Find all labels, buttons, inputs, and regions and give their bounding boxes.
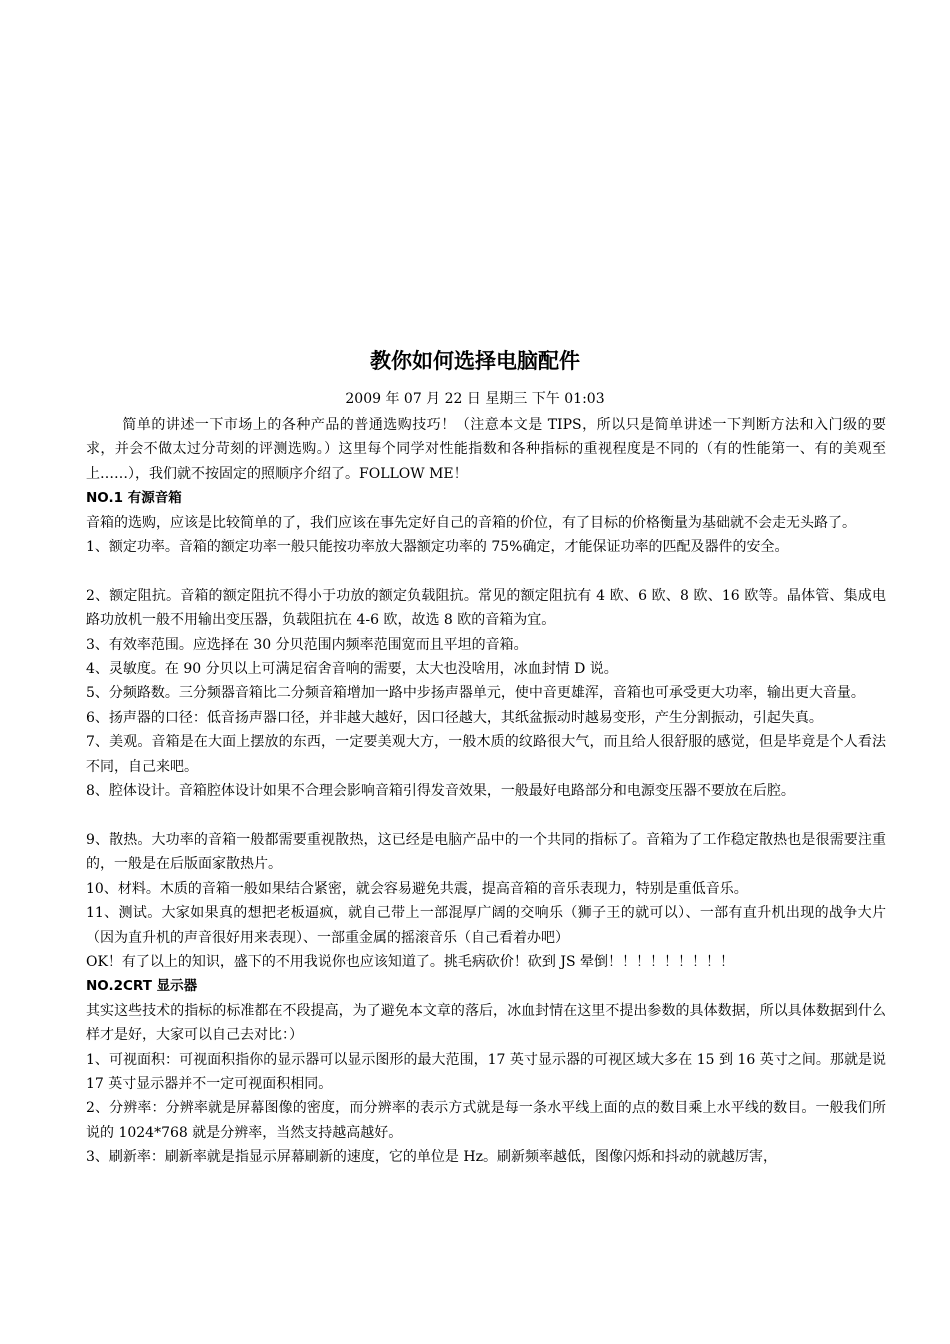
document-body bbox=[86, 413, 886, 1170]
section-heading-speakers: NO.1 有源音箱 bbox=[86, 490, 182, 507]
list-item: 4、灵敏度。在 90 分贝以上可满足宿舍音响的需要，太大也没啥用，冰血封情 D 说。 bbox=[86, 661, 618, 678]
intro-paragraph: 简单的讲述一下市场上的各种产品的普通选购技巧！（注意本文是 TIPS，所以只是简单讲述一下判断方法和入门级的要求，并会不做太过分苛刻的评测选购。）这里每个同学对性能指数和各种指标的重视程度是不同的（有的性能第一、有的美观至上……），我们就不按固定的照顺序介绍了。FOLLOW ME！ bbox=[86, 417, 886, 482]
list-item: 10、材料。木质的音箱一般如果结合紧密，就会容易避免共震，提高音箱的音乐表现力，特别是重低音乐。 bbox=[86, 880, 748, 897]
list-item: 1、额定功率。音箱的额定功率一般只能按功率放大器额定功率的 75%确定，才能保证功率的匹配及器件的安全。 bbox=[86, 539, 789, 556]
list-item: 3、刷新率：刷新率就是指显示屏幕刷新的速度，它的单位是 Hz。刷新频率越低，图像闪烁和抖动的就越厉害， bbox=[86, 1149, 777, 1166]
list-item: 1、可视面积：可视面积指你的显示器可以显示图形的最大范围，17 英寸显示器的可视区域大多在 15 到 16 英寸之间。那就是说 17 英寸显示器并不一定可视面积相同。 bbox=[86, 1051, 886, 1092]
list-item: 11、测试。大家如果真的想把老板逼疯，就自己带上一部混厚广阔的交响乐（狮子王的就可以）、一部有直升机出现的战争大片（因为直升机的声音很好用来表现）、一部重金属的摇滚音乐（自己看着办吧） bbox=[86, 905, 886, 946]
list-item: 8、腔体设计。音箱腔体设计如果不合理会影响音箱引得发音效果，一般最好电路部分和电源变压器不要放在后腔。 bbox=[86, 783, 795, 800]
blank-line bbox=[86, 559, 886, 583]
document-date: 2009 年 07 月 22 日 星期三 下午 01:03 bbox=[345, 391, 605, 407]
list-item: 9、散热。大功率的音箱一般都需要重视散热，这已经是电脑产品中的一个共同的指标了。音箱为了工作稳定散热也是很需要注重的，一般是在后版面家散热片。 bbox=[86, 831, 886, 873]
list-item: 2、额定阻抗。音箱的额定阻抗不得小于功放的额定负载阻抗。常见的额定阻抗有 4 欧、6 欧、8 欧、16 欧等。晶体管、集成电路功放机一般不用输出变压器，负载阻抗在 4-6 欧，故选 8 欧的音箱为宜。 bbox=[86, 587, 886, 629]
list-item: 2、分辨率：分辨率就是屏幕图像的密度，而分辨率的表示方式就是每一条水平线上面的点的数目乘上水平线的数目。一般我们所说的 1024*768 就是分辨率，当然支持越高越好。 bbox=[86, 1100, 886, 1141]
section-lead-paragraph: 音箱的选购，应该是比较简单的了，我们应该在事先定好自己的音箱的价位，有了目标的价格衡量为基础就不会走无头路了。 bbox=[86, 514, 856, 531]
section-lead-paragraph: 其实这些技术的指标的标准都在不段提高，为了避免本文章的落后，冰血封情在这里不提出参数的具体数据，所以具体数据到什么样才是好，大家可以自己去对比：） bbox=[86, 1002, 886, 1044]
list-item: 7、美观。音箱是在大面上摆放的东西，一定要美观大方，一般木质的纹路很大气，而且给人很舒服的感觉，但是毕竟是个人看法不同，自己来吧。 bbox=[86, 734, 886, 775]
section-closing-paragraph: OK！有了以上的知识，盛下的不用我说你也应该知道了。挑毛病砍价！砍到 JS 晕倒！！！！！！！！！ bbox=[86, 953, 735, 970]
list-item: 3、有效率范围。应选择在 30 分贝范围内频率范围宽而且平坦的音箱。 bbox=[86, 636, 528, 653]
blank-line bbox=[86, 803, 886, 827]
list-item: 5、分频路数。三分频器音箱比二分频音箱增加一路中步扬声器单元，使中音更雄浑，音箱也可承受更大功率，输出更大音量。 bbox=[86, 685, 865, 702]
list-item: 6、扬声器的口径：低音扬声器口径，并非越大越好，因口径越大，其纸盆振动时越易变形，产生分割振动，引起失真。 bbox=[86, 709, 823, 726]
section-heading-crt-monitor: NO.2CRT 显示器 bbox=[86, 978, 198, 995]
document-title: 教你如何选择电脑配件 bbox=[370, 349, 580, 373]
